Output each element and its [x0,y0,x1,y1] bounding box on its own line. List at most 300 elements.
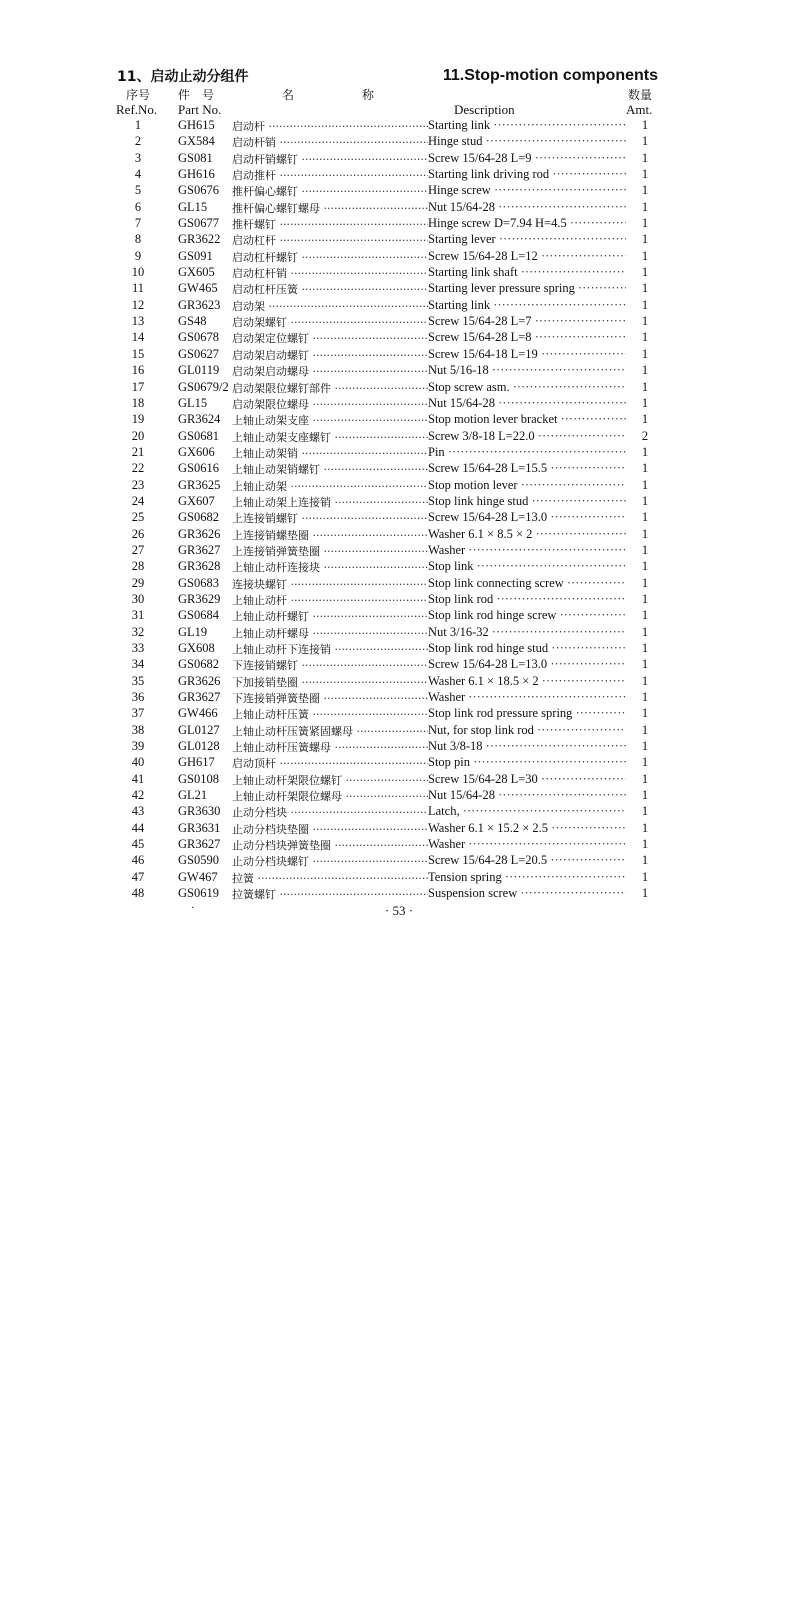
description-english: Nut 3/16-32 ····· [428,625,626,640]
table-row [0,657,798,673]
description-english: Nut 15/64-28 ····· [428,200,626,215]
part-number: GR3627 [178,542,221,557]
part-number: GR3626 [178,673,221,688]
name-chinese: 上轴止动杆螺钉 ····· [232,608,428,624]
ref-number: 21 [131,444,145,459]
description-english: Stop motion lever bracket ····· [428,412,626,427]
ref-number: 12 [131,297,145,312]
amount: 1 [641,477,649,492]
name-chinese: 启动杠杆螺钉 ····· [232,249,428,265]
header-ref-en: Ref.No. [116,102,158,117]
amount: 1 [641,657,649,672]
page-number: · 53 · [384,903,414,918]
amount: 1 [641,575,649,590]
name-chinese: 上连接销螺钉 ····· [232,510,428,526]
amount: 1 [641,281,649,296]
name-chinese: 连接块螺钉 ····· [232,576,428,592]
amount: 1 [641,771,649,786]
amount: 1 [641,265,649,280]
name-chinese: 启动杠杆 ····· [232,232,428,248]
table-row [0,527,798,543]
ref-number: 29 [131,575,145,590]
amount: 1 [641,755,649,770]
ref-number: 5 [134,183,142,198]
description-english: Stop link rod ····· [428,592,626,607]
description-english: Stop link rod hinge screw ····· [428,608,626,623]
ref-number: 22 [131,461,145,476]
name-chinese: 上轴止动杆 ····· [232,592,428,608]
part-number: GR3628 [178,559,221,574]
parts-table [0,118,798,903]
name-chinese: 上轴止动杆连接块 ····· [232,559,428,575]
table-row [0,183,798,199]
amount: 1 [641,444,649,459]
amount: 1 [641,820,649,835]
name-chinese: 启动架定位螺钉 ····· [232,330,428,346]
ref-number: 42 [131,788,145,803]
ref-number: 14 [131,330,145,345]
ref-number: 37 [131,706,145,721]
ref-number: 34 [131,657,145,672]
header-amt-en: Amt. [626,102,653,117]
name-chinese: 启动架启动螺母 ····· [232,363,428,379]
description-english: Screw 15/64-28 L=9 ····· [428,151,626,166]
table-row [0,772,798,788]
table-row [0,739,798,755]
description-english: Screw 15/64-28 L=15.5 ····· [428,461,626,476]
ref-number: 10 [131,265,145,280]
amount: 1 [641,869,649,884]
name-chinese: 下加接销垫圈 ····· [232,674,428,690]
name-chinese: 上轴止动杆压簧 ····· [232,706,428,722]
description-english: Screw 15/64-28 L=8 ····· [428,330,626,345]
part-number: GS0684 [178,608,219,623]
part-number: GR3629 [178,591,221,606]
description-english: Hinge stud ····· [428,134,626,149]
table-row [0,608,798,624]
part-number: GH616 [178,167,215,182]
name-chinese: 上轴止动架 ····· [232,478,428,494]
ref-number: 28 [131,559,145,574]
header-desc-en: Description [454,102,515,117]
part-number: GR3624 [178,412,221,427]
header-ref-cn: 序号 [126,88,151,102]
part-number: GW466 [178,706,218,721]
amount: 1 [641,591,649,606]
name-chinese: 上轴止动杆螺母 ····· [232,625,428,641]
ref-number: 35 [131,673,145,688]
name-chinese: 启动推杆 ····· [232,167,428,183]
ref-number: 11 [131,281,145,296]
description-english: Stop pin ····· [428,755,626,770]
table-row [0,330,798,346]
section-title-english: 11.Stop-motion components [442,67,658,84]
part-number: GH617 [178,755,215,770]
part-number: GS48 [178,314,207,329]
amount: 1 [641,837,649,852]
amount: 1 [641,167,649,182]
part-number: GS0108 [178,771,219,786]
description-english: Nut 3/8-18 ····· [428,739,626,754]
amount: 1 [641,232,649,247]
part-number: GL0128 [178,739,220,754]
description-english: Starting lever pressure spring ····· [428,281,626,296]
name-chinese: 启动架螺钉 ····· [232,314,428,330]
description-english: Screw 15/64-18 L=19 ····· [428,347,626,362]
table-row [0,347,798,363]
ref-number: 39 [131,739,145,754]
table-row [0,151,798,167]
part-number: GS0619 [178,886,219,901]
table-row [0,478,798,494]
ref-number: 7 [134,216,142,231]
description-english: Latch, ····· [428,804,626,819]
part-number: GX607 [178,493,215,508]
description-english: Washer 6.1 × 18.5 × 2 ····· [428,674,626,689]
amount: 1 [641,853,649,868]
part-number: GR3626 [178,526,221,541]
name-chinese: 推杆螺钉 ····· [232,216,428,232]
table-row [0,412,798,428]
table-row [0,690,798,706]
amount: 1 [641,412,649,427]
part-number: GX605 [178,265,215,280]
ref-number: 41 [131,771,145,786]
ref-number: 27 [131,542,145,557]
ref-number: 44 [131,820,145,835]
amount: 1 [641,314,649,329]
amount: 1 [641,183,649,198]
amount: 1 [641,624,649,639]
table-row [0,167,798,183]
name-chinese: 止动分档块 ····· [232,804,428,820]
table-row [0,118,798,134]
name-chinese: 上连接销弹簧垫圈 ····· [232,543,428,559]
amount: 1 [641,363,649,378]
table-row [0,494,798,510]
ref-number: 6 [134,199,142,214]
amount: 1 [641,886,649,901]
amount: 1 [641,199,649,214]
ref-number: 48 [131,886,145,901]
table-row [0,134,798,150]
amount: 1 [641,804,649,819]
description-english: Starting link ····· [428,118,626,133]
header-part-cn: 件 号 [178,88,215,102]
name-chinese: 止动分档块垫圈 ····· [232,821,428,837]
part-number: GR3630 [178,804,221,819]
ref-number: 38 [131,722,145,737]
part-number: GW467 [178,869,218,884]
description-english: Starting link driving rod ····· [428,167,626,182]
name-chinese: 下连接销螺钉 ····· [232,657,428,673]
name-chinese: 启动杠杆销 ····· [232,265,428,281]
ref-number: 40 [131,755,145,770]
table-row [0,249,798,265]
part-number: GS0683 [178,575,219,590]
table-row [0,804,798,820]
table-row [0,298,798,314]
name-chinese: 推杆偏心螺钉 ····· [232,183,428,199]
part-number: GL0127 [178,722,220,737]
table-row [0,216,798,232]
table-row [0,461,798,477]
name-chinese: 启动架限位螺母 ····· [232,396,428,412]
description-english: Screw 15/64-28 L=7 ····· [428,314,626,329]
description-english: Starting link ····· [428,298,626,313]
ref-number: 45 [131,837,145,852]
description-english: Suspension screw ····· [428,886,626,901]
section-title-chinese: 11、启动止动分组件 [117,69,249,85]
name-chinese: 上轴止动杆架限位螺钉 ····· [232,772,428,788]
amount: 1 [641,379,649,394]
table-row [0,380,798,396]
header-name-cn-1: 名 [282,88,295,102]
amount: 1 [641,788,649,803]
amount: 1 [641,248,649,263]
description-english: Tension spring ····· [428,870,626,885]
table-row [0,543,798,559]
ref-number: 25 [131,510,145,525]
name-chinese: 下连接销弹簧垫圈 ····· [232,690,428,706]
amount: 1 [641,608,649,623]
table-row [0,674,798,690]
table-row [0,314,798,330]
description-english: Pin ····· [428,445,626,460]
part-number: GS0678 [178,330,219,345]
description-english: Starting lever ····· [428,232,626,247]
ref-number: 2 [134,134,142,149]
amount: 1 [641,461,649,476]
description-english: Screw 3/8-18 L=22.0 ····· [428,429,626,444]
ref-number: 13 [131,314,145,329]
description-english: Nut 5/16-18 ····· [428,363,626,378]
description-english: Stop link rod hinge stud ····· [428,641,626,656]
description-english: Screw 15/64-28 L=20.5 ····· [428,853,626,868]
table-row [0,755,798,771]
name-chinese: 上轴止动架上连接销 ····· [232,494,428,510]
table-row [0,265,798,281]
table-row [0,853,798,869]
description-english: Hinge screw D=7.94 H=4.5 ····· [428,216,626,231]
amount: 1 [641,559,649,574]
part-number: GR3625 [178,477,221,492]
amount: 1 [641,510,649,525]
amount: 1 [641,722,649,737]
ref-number: 18 [131,395,145,410]
table-row [0,837,798,853]
part-number: GS0679/2 [178,379,229,394]
part-number: GX606 [178,444,215,459]
name-chinese: 止动分档块弹簧垫圈 ····· [232,837,428,853]
name-chinese: 启动架限位螺钉部件 ····· [232,380,428,396]
part-number: GL19 [178,624,208,639]
header-name-cn-2: 称 [362,88,375,102]
table-row [0,576,798,592]
name-chinese: 推杆偏心螺钉螺母 ····· [232,200,428,216]
part-number: GL15 [178,395,208,410]
part-number: GR3622 [178,232,221,247]
amount: 1 [641,297,649,312]
amount: 1 [641,150,649,165]
table-row [0,396,798,412]
part-number: GS0677 [178,216,219,231]
part-number: GS0676 [178,183,219,198]
amount: 1 [641,395,649,410]
ref-number: 9 [134,248,142,263]
ref-number: 15 [131,346,145,361]
table-row [0,723,798,739]
amount: 1 [641,739,649,754]
part-number: GR3627 [178,837,221,852]
part-number: GR3631 [178,820,221,835]
table-row [0,886,798,902]
part-number: GS0627 [178,346,219,361]
description-english: Stop link connecting screw ····· [428,576,626,591]
amount: 1 [641,330,649,345]
amount: 1 [641,134,649,149]
table-row [0,706,798,722]
table-row [0,429,798,445]
page-mark-dot: · [191,903,195,914]
amount: 1 [641,641,649,655]
ref-number: 4 [134,167,142,182]
ref-number: 32 [131,624,145,639]
name-chinese: 止动分档块螺钉 ····· [232,853,428,869]
part-number: GL15 [178,199,208,214]
ref-number: 8 [134,232,142,247]
name-chinese: 上轴止动架支座 ····· [232,412,428,428]
part-number: GR3627 [178,690,221,705]
name-chinese: 启动杠杆压簧 ····· [232,281,428,297]
ref-number: 20 [131,428,145,443]
description-english: Washer ····· [428,837,626,852]
description-english: Screw 15/64-28 L=12 ····· [428,249,626,264]
ref-number: 19 [131,412,145,427]
description-english: Nut 15/64-28 ····· [428,788,626,803]
ref-number: 17 [131,379,145,394]
ref-number: 1 [134,118,142,132]
description-english: Washer ····· [428,690,626,705]
part-number: GS0681 [178,428,219,443]
table-row [0,821,798,837]
name-chinese: 上轴止动杆压簧螺母 ····· [232,739,428,755]
description-english: Starting link shaft ····· [428,265,626,280]
name-chinese: 上轴止动架销螺钉 ····· [232,461,428,477]
ref-number: 46 [131,853,145,868]
part-number: GS0682 [178,657,219,672]
part-number: GL0119 [178,363,220,378]
ref-number: 36 [131,690,145,705]
table-row [0,232,798,248]
name-chinese: 启动杆销 ····· [232,134,428,150]
part-number: GS0590 [178,853,219,868]
ref-number: 31 [131,608,145,623]
amount: 1 [641,216,649,231]
table-row [0,510,798,526]
amount: 1 [641,673,649,688]
part-number: GS091 [178,248,213,263]
header-part-en: Part No. [178,102,222,117]
amount: 1 [641,493,649,508]
description-english: Washer ····· [428,543,626,558]
description-english: Screw 15/64-28 L=13.0 ····· [428,657,626,672]
part-number: GW465 [178,281,218,296]
amount: 1 [641,118,649,132]
description-english: Screw 15/64-28 L=13.0 ····· [428,510,626,525]
part-number: GX584 [178,134,215,149]
name-chinese: 启动顶杆 ····· [232,755,428,771]
amount: 2 [641,428,649,443]
part-number: GS0616 [178,461,219,476]
amount: 1 [641,542,649,557]
description-english: Screw 15/64-28 L=30 ····· [428,772,626,787]
name-chinese: 拉簧螺钉 ····· [232,886,428,902]
description-english: Stop link hinge stud ····· [428,494,626,509]
table-row [0,559,798,575]
description-english: Stop screw asm. ····· [428,380,626,395]
name-chinese: 拉簧 ····· [232,870,428,886]
name-chinese: 启动架 ····· [232,298,428,314]
ref-number: 30 [131,591,145,606]
table-row [0,200,798,216]
name-chinese: 上轴止动杆架限位螺母 ····· [232,788,428,804]
description-english: Nut, for stop link rod ····· [428,723,626,738]
description-english: Stop motion lever ····· [428,478,626,493]
table-row [0,363,798,379]
amount: 1 [641,526,649,541]
ref-number: 33 [131,641,145,655]
amount: 1 [641,346,649,361]
header-amt-cn: 数量 [628,88,653,102]
name-chinese: 启动杆 ····· [232,118,428,134]
amount: 1 [641,706,649,721]
table-row [0,641,798,657]
ref-number: 3 [134,150,142,165]
amount: 1 [641,690,649,705]
ref-number: 47 [131,869,145,884]
description-english: Stop link ····· [428,559,626,574]
table-row [0,625,798,641]
name-chinese: 上连接销螺垫圈 ····· [232,527,428,543]
description-english: Hinge screw ····· [428,183,626,198]
part-number: GS081 [178,150,213,165]
name-chinese: 启动架启动螺钉 ····· [232,347,428,363]
name-chinese: 上轴止动架销 ····· [232,445,428,461]
ref-number: 43 [131,804,145,819]
ref-number: 23 [131,477,145,492]
ref-number: 24 [131,493,145,508]
part-number: GR3623 [178,297,221,312]
part-number: GL21 [178,788,208,803]
name-chinese: 上轴止动杆下连接销 ····· [232,641,428,657]
name-chinese: 上轴止动架支座螺钉 ····· [232,429,428,445]
part-number: GX608 [178,641,215,655]
name-chinese: 启动杆销螺钉 ····· [232,151,428,167]
description-english: Washer 6.1 × 8.5 × 2 ····· [428,527,626,542]
part-number: GS0682 [178,510,219,525]
name-chinese: 上轴止动杆压簧紧固螺母 ····· [232,723,428,739]
table-row [0,445,798,461]
table-row [0,788,798,804]
ref-number: 16 [131,363,145,378]
description-english: Washer 6.1 × 15.2 × 2.5 ····· [428,821,626,836]
table-row [0,281,798,297]
description-english: Stop link rod pressure spring ····· [428,706,626,721]
description-english: Nut 15/64-28 ····· [428,396,626,411]
table-row [0,592,798,608]
part-number: GH615 [178,118,215,132]
